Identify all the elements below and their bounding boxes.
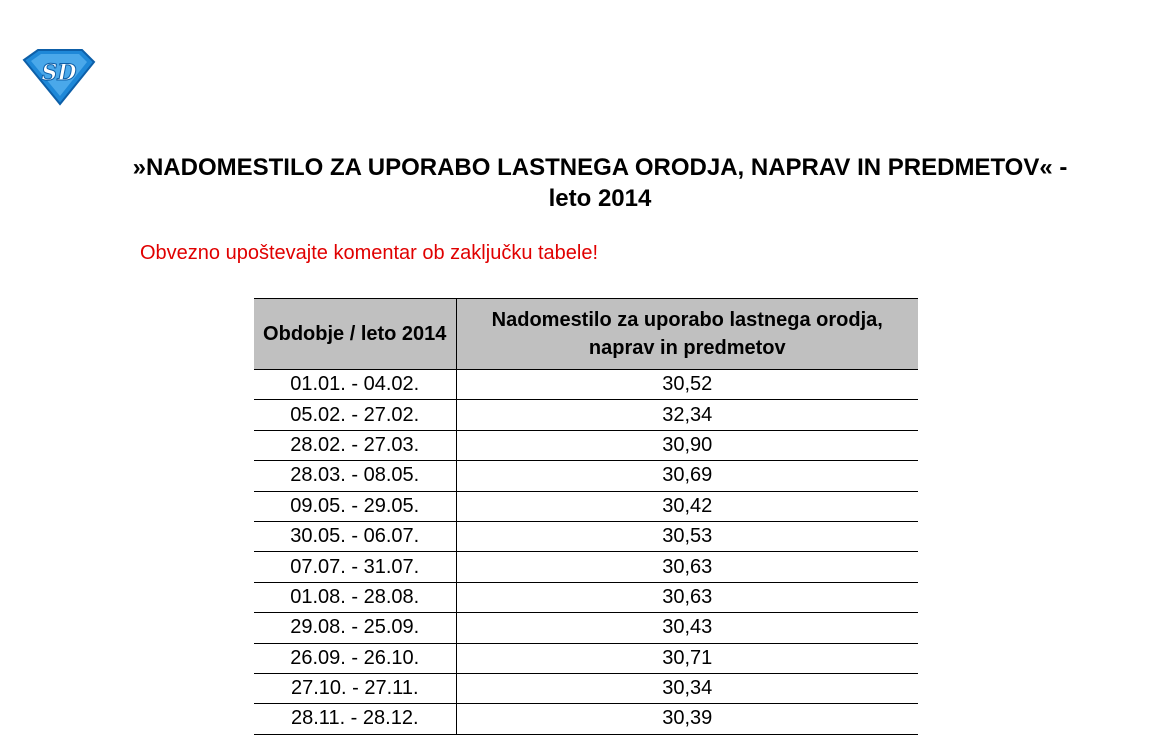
sd-logo bbox=[22, 48, 96, 106]
page-title: »NADOMESTILO ZA UPORABO LASTNEGA ORODJA, NAPRAV IN PREDMETOV« - leto 2014 bbox=[132, 154, 1068, 212]
value-cell: 30,43 bbox=[456, 613, 918, 643]
header-compensation: Nadomestilo za uporabo lastnega orodja, naprav in predmetov bbox=[456, 299, 918, 370]
value-cell: 30,42 bbox=[456, 491, 918, 521]
period-cell: 05.02. - 27.02. bbox=[254, 400, 456, 430]
value-cell: 30,39 bbox=[456, 704, 918, 734]
table-row bbox=[254, 521, 918, 551]
period-cell: 28.02. - 27.03. bbox=[254, 430, 456, 460]
period-cell: 01.01. - 04.02. bbox=[254, 370, 456, 400]
table-row bbox=[254, 430, 918, 460]
table-row bbox=[254, 491, 918, 521]
compensation-table bbox=[254, 298, 918, 735]
logo-letters: SD bbox=[41, 60, 77, 86]
period-cell: 28.03. - 08.05. bbox=[254, 461, 456, 491]
period-cell: 29.08. - 25.09. bbox=[254, 613, 456, 643]
value-cell: 30,90 bbox=[456, 430, 918, 460]
table-row bbox=[254, 613, 918, 643]
period-cell: 30.05. - 06.07. bbox=[254, 521, 456, 551]
value-cell: 30,63 bbox=[456, 582, 918, 612]
value-cell: 32,34 bbox=[456, 400, 918, 430]
header-period: Obdobje / leto 2014 bbox=[254, 299, 456, 370]
sd-shield-icon bbox=[22, 48, 96, 106]
table-row bbox=[254, 461, 918, 491]
table-row bbox=[254, 704, 918, 734]
table-row bbox=[254, 582, 918, 612]
period-cell: 28.11. - 28.12. bbox=[254, 704, 456, 734]
notice-text: Obvezno upoštevajte komentar ob zaključku tabele! bbox=[140, 242, 599, 264]
value-cell: 30,63 bbox=[456, 552, 918, 582]
table-row bbox=[254, 643, 918, 673]
period-cell: 01.08. - 28.08. bbox=[254, 582, 456, 612]
table-header-row bbox=[254, 299, 918, 370]
period-cell: 26.09. - 26.10. bbox=[254, 643, 456, 673]
period-cell: 07.07. - 31.07. bbox=[254, 552, 456, 582]
period-cell: 27.10. - 27.11. bbox=[254, 673, 456, 703]
value-cell: 30,69 bbox=[456, 461, 918, 491]
table-row bbox=[254, 673, 918, 703]
table-row bbox=[254, 370, 918, 400]
value-cell: 30,34 bbox=[456, 673, 918, 703]
value-cell: 30,71 bbox=[456, 643, 918, 673]
table-row bbox=[254, 400, 918, 430]
value-cell: 30,53 bbox=[456, 521, 918, 551]
table-row bbox=[254, 552, 918, 582]
value-cell: 30,52 bbox=[456, 370, 918, 400]
period-cell: 09.05. - 29.05. bbox=[254, 491, 456, 521]
